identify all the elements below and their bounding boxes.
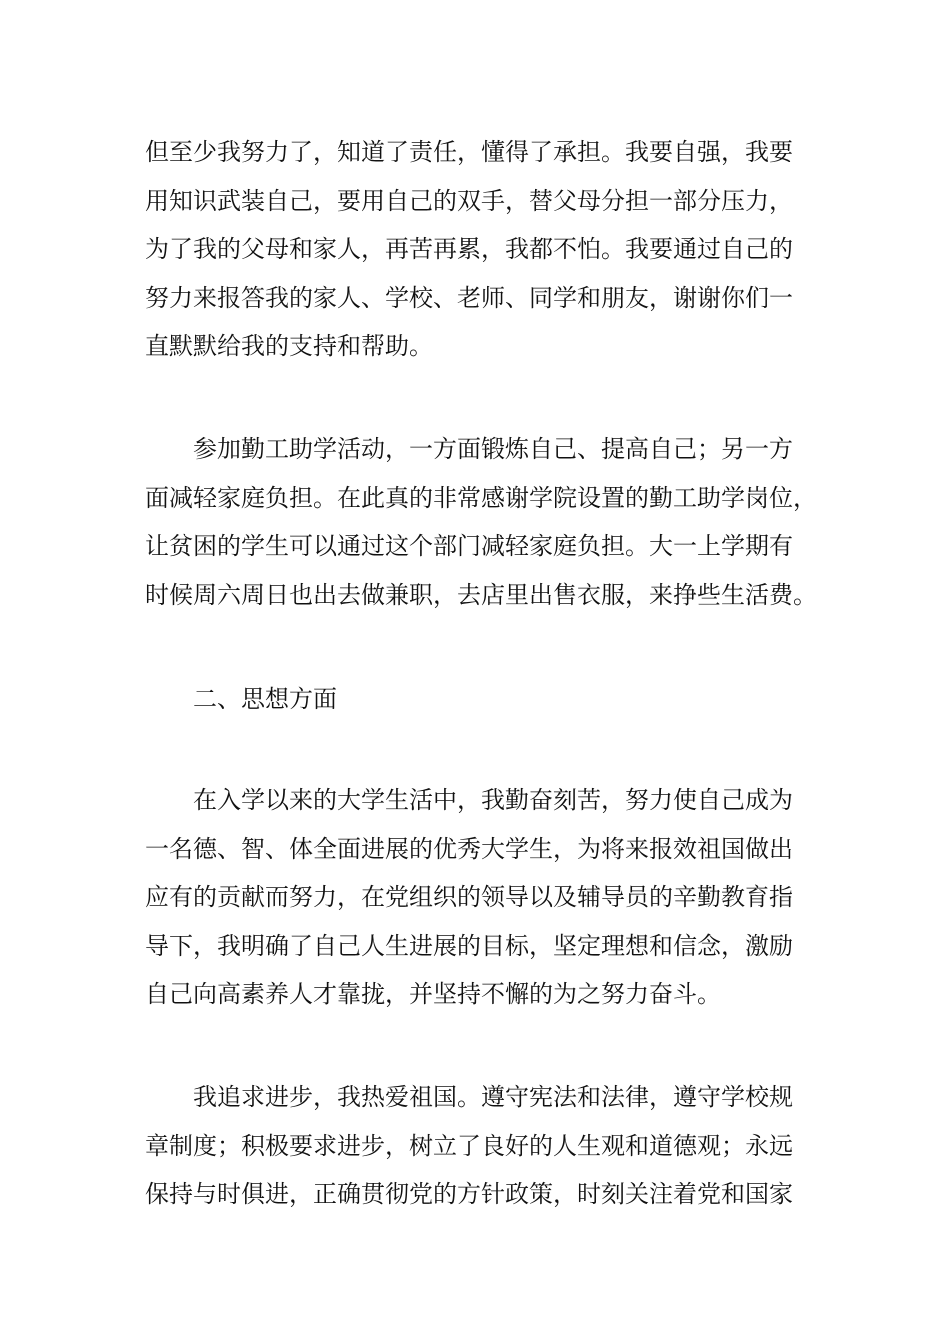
paragraph-line: 用知识武装自己，要用自己的双手，替父母分担一部分压力， <box>145 186 793 215</box>
paragraph-line: 我追求进步，我热爱祖国。遵守宪法和法律，遵守学校规 <box>193 1083 793 1111</box>
paragraph-line: 让贫困的学生可以通过这个部门减轻家庭负担。大一上学期有 <box>145 532 793 560</box>
paragraph-line: 面减轻家庭负担。在此真的非常感谢学院设置的勤工助学岗位， <box>145 483 817 512</box>
paragraph-line: 参加勤工助学活动，一方面锻炼自己、提高自己；另一方 <box>193 435 793 463</box>
paragraph-line: 一名德、智、体全面进展的优秀大学生，为将来报效祖国做出 <box>145 834 793 863</box>
paragraph-line: 导下，我明确了自己人生进展的目标，坚定理想和信念，激励 <box>145 931 793 960</box>
paragraph-line: 在入学以来的大学生活中，我勤奋刻苦，努力使自己成为 <box>193 786 793 814</box>
paragraph-line: 努力来报答我的家人、学校、老师、同学和朋友，谢谢你们一 <box>145 283 793 312</box>
paragraph-line: 应有的贡献而努力，在党组织的领导以及辅导员的辛勤教育指 <box>145 883 793 911</box>
paragraph-line: 自己向高素养人才靠拢，并坚持不懈的为之努力奋斗。 <box>145 980 721 1008</box>
paragraph-progress <box>145 1073 815 1219</box>
paragraph-ideology <box>145 776 815 1019</box>
section-heading-text: 二、思想方面 <box>193 685 337 713</box>
paragraph-continuation <box>145 128 815 371</box>
paragraph-line: 直默默给我的支持和帮助。 <box>145 332 433 360</box>
paragraph-line: 为了我的父母和家人，再苦再累，我都不怕。我要通过自己的 <box>145 235 793 263</box>
paragraph-line: 但至少我努力了，知道了责任，懂得了承担。我要自强，我要 <box>145 138 793 166</box>
paragraph-line: 保持与时俱进，正确贯彻党的方针政策，时刻关注着党和国家 <box>145 1180 793 1208</box>
paragraph-line: 章制度；积极要求进步，树立了良好的人生观和道德观；永远 <box>145 1131 793 1160</box>
paragraph-work-study <box>145 425 815 619</box>
section-heading <box>145 675 815 724</box>
paragraph-line: 时候周六周日也出去做兼职，去店里出售衣服，来挣些生活费。 <box>145 580 817 609</box>
